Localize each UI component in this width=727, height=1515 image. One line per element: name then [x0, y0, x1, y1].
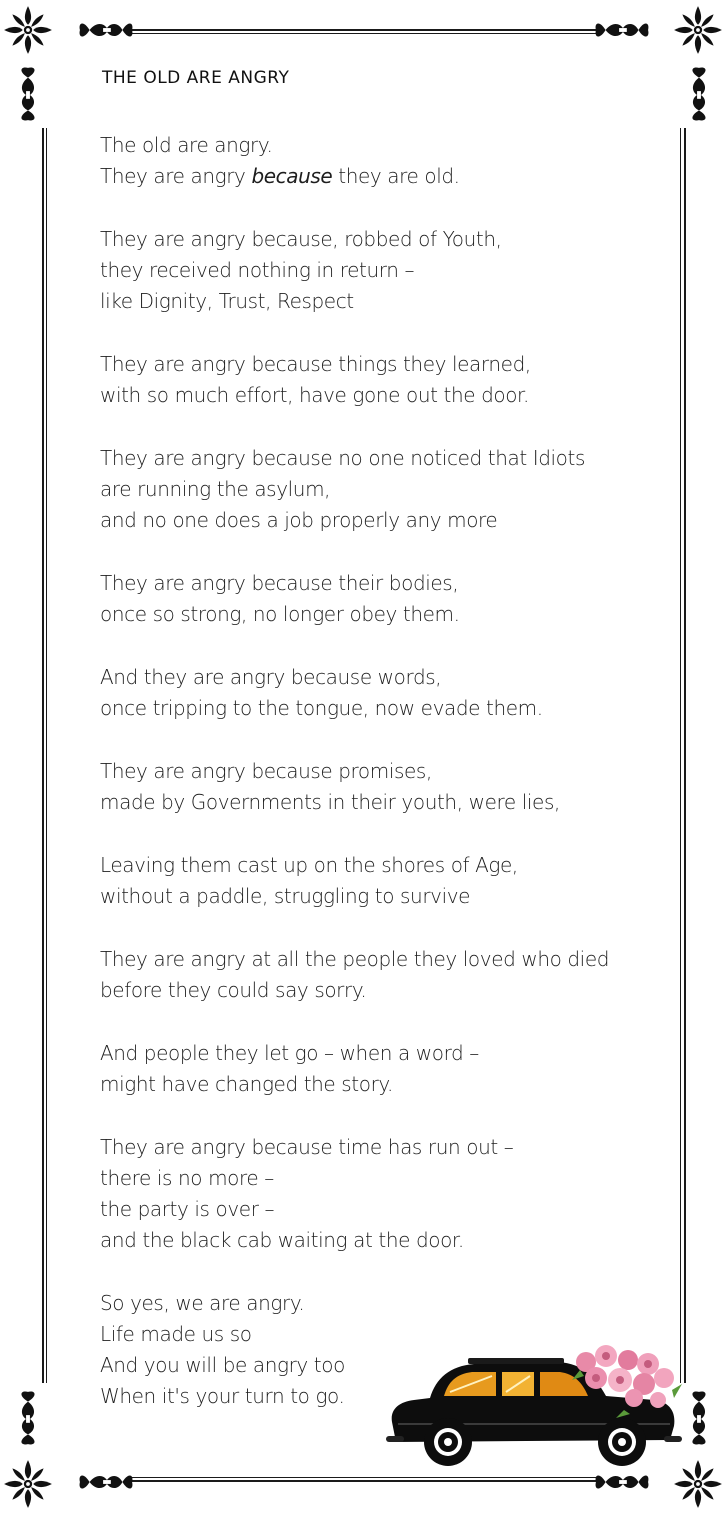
poem-line: When it's your turn to go. [100, 1384, 345, 1408]
poem-line: Life made us so [100, 1322, 252, 1346]
poem-line: like Dignity, Trust, Respect [100, 289, 354, 313]
fleur-de-lis-ornament-icon [594, 10, 650, 50]
poem-line: They are angry at all the people they loved who died [100, 947, 610, 971]
fleur-de-lis-ornament-icon [2, 4, 54, 56]
poem-line-emphasis: because [251, 164, 333, 188]
poem-line-part: they are old. [332, 164, 460, 188]
stanza [100, 568, 660, 630]
stanza [100, 130, 660, 192]
poem-line: Leaving them cast up on the shores of Age, [100, 853, 518, 877]
poem-line: before they could say sorry. [100, 978, 367, 1002]
fleur-de-lis-ornament-icon [78, 1462, 134, 1502]
fleur-de-lis-ornament-icon [8, 66, 48, 122]
poem-line: might have changed the story. [100, 1072, 393, 1096]
stanza [100, 443, 660, 536]
stanza [100, 1132, 660, 1256]
frame-bottom-border-inner [128, 1477, 600, 1478]
poem-line: They are angry because, robbed of Youth, [100, 227, 502, 251]
stanza [100, 662, 660, 724]
poem-line: And people they let go – when a word – [100, 1041, 479, 1065]
poem-line: are running the asylum, [100, 477, 331, 501]
poem-line: The old are angry. [100, 133, 273, 157]
poem-line: once so strong, no longer obey them. [100, 602, 460, 626]
poem-line: They are angry because time has run out – [100, 1135, 514, 1159]
poem-line: They are angry because no one noticed that Idiots [100, 446, 585, 470]
frame-left-border-inner [46, 128, 47, 1383]
frame-right-border-inner [680, 128, 681, 1383]
black-cab-with-roses-icon [384, 1340, 684, 1470]
poem-line: there is no more – [100, 1166, 274, 1190]
poem-line: And they are angry because words, [100, 665, 442, 689]
poem-line: So yes, we are angry. [100, 1291, 305, 1315]
stanza [100, 756, 660, 818]
stanza [100, 224, 660, 317]
fleur-de-lis-ornament-icon [679, 66, 719, 122]
frame-right-border [684, 128, 686, 1383]
poem-line: and the black cab waiting at the door. [100, 1228, 464, 1252]
poem-body [100, 130, 660, 1412]
poem-line: And you will be angry too [100, 1353, 345, 1377]
fleur-de-lis-ornament-icon [672, 4, 724, 56]
poem-line: made by Governments in their youth, were lies, [100, 790, 560, 814]
poem-line: they received nothing in return – [100, 258, 415, 282]
frame-top-border [128, 29, 600, 31]
poem-line: without a paddle, struggling to survive [100, 884, 471, 908]
frame-top-border-inner [128, 33, 600, 34]
fleur-de-lis-ornament-icon [679, 1390, 719, 1446]
stanza [100, 850, 660, 912]
poem-line: They are angry because promises, [100, 759, 432, 783]
frame-bottom-border [128, 1480, 600, 1482]
frame-left-border [42, 128, 44, 1383]
poem-line: and no one does a job properly any more [100, 508, 498, 532]
poem-line: once tripping to the tongue, now evade them. [100, 696, 543, 720]
poem-line-part: They are angry [100, 164, 252, 188]
stanza [100, 1038, 660, 1100]
stanza [100, 349, 660, 411]
poem-line [100, 161, 660, 192]
poem-line: the party is over – [100, 1197, 275, 1221]
poem-line: They are angry because things they learned, [100, 352, 531, 376]
poem-title: THE OLD ARE ANGRY [102, 68, 290, 88]
poem-line: They are angry because their bodies, [100, 571, 459, 595]
poem-line: with so much effort, have gone out the door. [100, 383, 530, 407]
fleur-de-lis-ornament-icon [78, 10, 134, 50]
fleur-de-lis-ornament-icon [8, 1390, 48, 1446]
fleur-de-lis-ornament-icon [2, 1458, 54, 1510]
stanza [100, 944, 660, 1006]
